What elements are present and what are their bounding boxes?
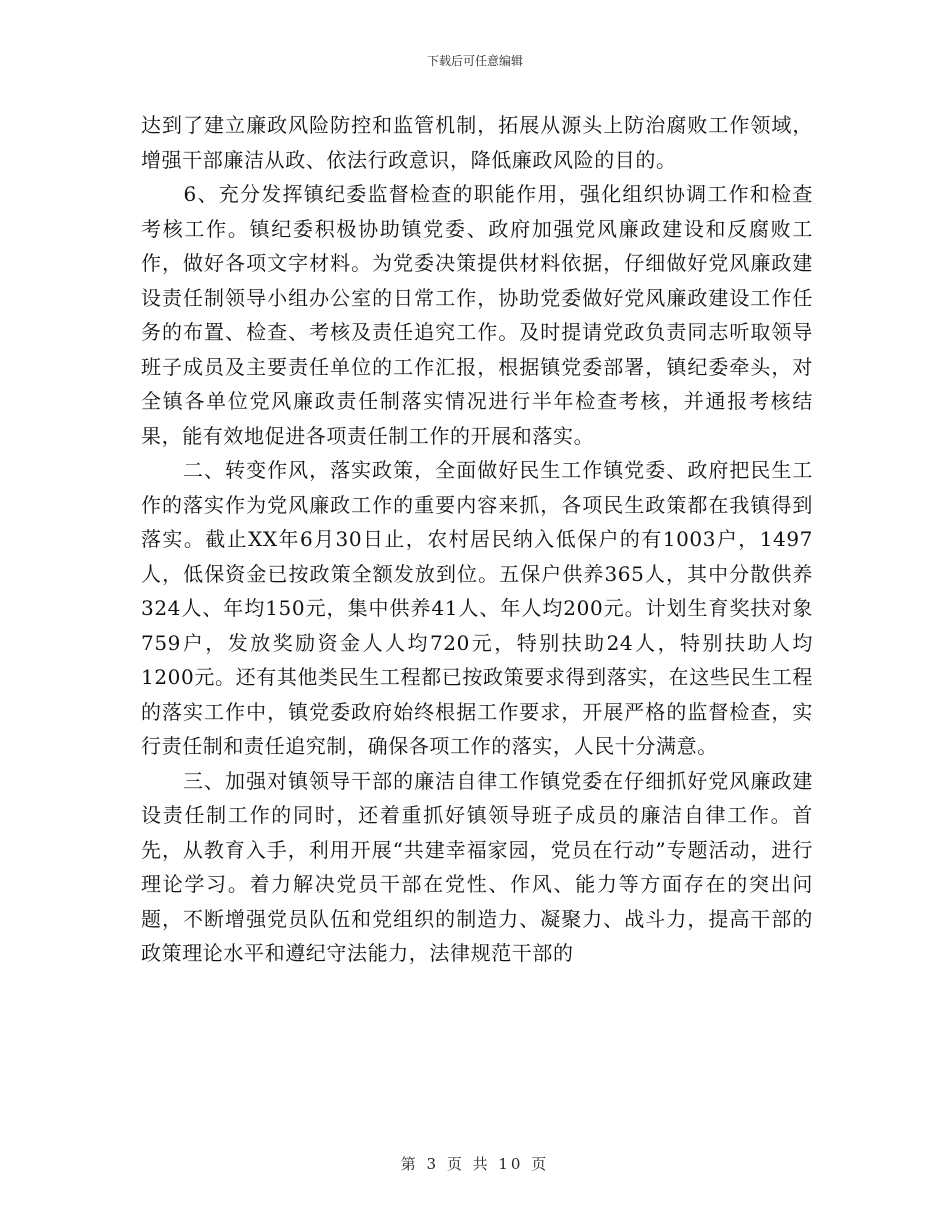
paragraph: 二、转变作风，落实政策，全面做好民生工作镇党委、政府把民生工作的落实作为党风廉政工作的重要内容来抓，各项民生政策都在我镇得到落实。截止XX年6月30日止，农村居民纳入低保户的有1003户，1497人，低保资金已按政策全额发放到位。五保户供养365人，其中分散供养324人、年均150元，集中供养41人、年人均200元。计划生育奖扶对象759户，发放奖励资金人人均720元，特别扶助24人，特别扶助人均1200元。还有其他类民生工程都已按政策要求得到落实，在这些民生工程的落实工作中，镇党委政府始终根据工作要求，开展严格的监督检查，实行责任制和责任追究制，确保各项工作的落实，人民十分满意。 — [141, 458, 813, 758]
paragraph: 三、加强对镇领导干部的廉洁自律工作镇党委在仔细抓好党风廉政建设责任制工作的同时，还着重抓好镇领导班子成员的廉洁自律工作。首先，从教育入手，利用开展“共建幸福家园，党员在行动”专题活动，进行理论学习。着力解决党员干部在党性、作风、能力等方面存在的突出问题，不断增强党员队伍和党组织的制造力、凝聚力、战斗力，提高干部的政策理论水平和遵纪守法能力，法律规范干部的 — [141, 768, 813, 965]
page-footer: 第 3 页 共 10 页 — [400, 1155, 550, 1173]
page-header: 下载后可任意编辑 — [426, 54, 523, 68]
document-body — [141, 108, 813, 971]
paragraph: 6、充分发挥镇纪委监督检查的职能作用，强化组织协调工作和检查考核工作。镇纪委积极协助镇党委、政府加强党风廉政建设和反腐败工作，做好各项文字材料。为党委决策提供材料依据，仔细做好党风廉政建设责任制领导小组办公室的日常工作，协助党委做好党风廉政建设工作任务的布置、检查、考核及责任追究工作。及时提请党政负责同志听取领导班子成员及主要责任单位的工作汇报，根据镇党委部署，镇纪委牵头，对全镇各单位党风廉政责任制落实情况进行半年检查考核，并通报考核结果，能有效地促进各项责任制工作的开展和落实。 — [141, 182, 813, 448]
paragraph: 达到了建立廉政风险防控和监管机制，拓展从源头上防治腐败工作领域，增强干部廉洁从政、依法行政意识，降低廉政风险的目的。 — [141, 113, 813, 172]
